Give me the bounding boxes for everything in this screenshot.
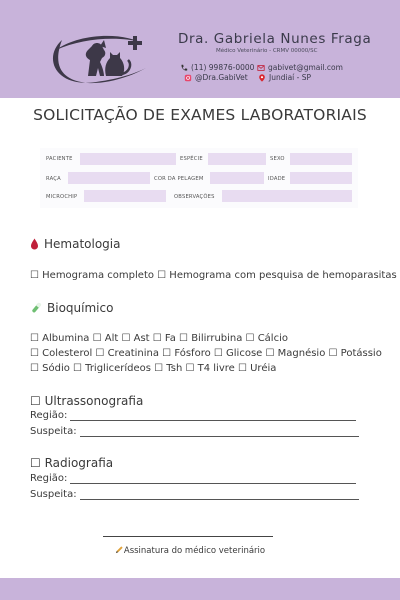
vet-logo	[48, 28, 158, 90]
phone-contact	[180, 63, 254, 72]
pen-icon	[115, 545, 124, 554]
email-text: gabivet@gmail.com	[268, 63, 343, 72]
doctor-registration: Médico Veterinário - CRMV 00000/SC	[216, 48, 318, 54]
hematologia-options[interactable]: ☐ Hemograma completo ☐ Hemograma com pesquisa de hemoparasitas	[30, 270, 397, 281]
instagram-text: @Dra.GabiVet	[195, 73, 248, 82]
label-especie: ESPÉCIE	[180, 156, 203, 162]
instagram-contact	[184, 73, 248, 82]
label-observacoes: OBSERVAÇÕES	[174, 194, 215, 200]
location-text: Jundiaí - SP	[269, 73, 312, 82]
label-idade: IDADE	[268, 176, 286, 182]
field-cor[interactable]	[210, 172, 264, 184]
location-pin-icon	[258, 74, 266, 82]
label-raca: RAÇA	[46, 176, 61, 182]
radiografia-regiao-label: Região:	[30, 473, 68, 484]
phone-text: (11) 99876-0000	[191, 63, 255, 72]
hematologia-title: Hematologia	[44, 237, 121, 251]
field-raca[interactable]	[68, 172, 150, 184]
label-cor: COR DA PELAGEM	[154, 176, 204, 182]
radiografia-title[interactable]: ☐ Radiografia	[30, 456, 114, 470]
bioquimico-options-3[interactable]: ☐ Sódio ☐ Triglicerídeos ☐ Tsh ☐ T4 livre ☐ Uréia	[30, 363, 277, 374]
phone-icon	[180, 64, 188, 72]
ultrassonografia-suspeita-field[interactable]	[80, 427, 359, 437]
ultrassonografia-suspeita-row	[30, 426, 359, 437]
label-microchip: MICROCHIP	[46, 194, 78, 200]
radiografia-regiao-field[interactable]	[70, 474, 356, 484]
label-paciente: PACIENTE	[46, 156, 73, 162]
page-title: SOLICITAÇÃO DE EXAMES LABORATORIAIS	[33, 106, 367, 124]
radiografia-suspeita-field[interactable]	[80, 490, 359, 500]
field-sexo[interactable]	[290, 153, 352, 165]
field-especie[interactable]	[208, 153, 266, 165]
footer-band	[0, 578, 400, 600]
field-observacoes[interactable]	[222, 190, 352, 202]
patient-form	[40, 148, 358, 208]
label-sexo: SEXO	[270, 156, 285, 162]
section-hematologia	[30, 237, 120, 251]
radiografia-suspeita-label: Suspeita:	[30, 489, 77, 500]
ultrassonografia-suspeita-label: Suspeita:	[30, 426, 77, 437]
signature-line[interactable]	[103, 536, 273, 537]
email-contact	[257, 63, 343, 72]
bioquimico-title: Bioquímico	[47, 301, 114, 315]
signature-caption	[0, 545, 380, 556]
location-contact	[258, 73, 311, 82]
signature-text: Assinatura do médico veterinário	[123, 546, 266, 556]
test-tube-icon	[30, 302, 42, 314]
instagram-icon	[184, 74, 192, 82]
bioquimico-options-2[interactable]: ☐ Colesterol ☐ Creatinina ☐ Fósforo ☐ Glicose ☐ Magnésio ☐ Potássio	[30, 348, 382, 359]
field-paciente[interactable]	[80, 153, 176, 165]
ultrassonografia-regiao-label: Região:	[30, 410, 68, 421]
field-microchip[interactable]	[84, 190, 166, 202]
field-idade[interactable]	[290, 172, 352, 184]
blood-drop-icon	[30, 238, 39, 250]
radiografia-suspeita-row	[30, 489, 359, 500]
mail-icon	[257, 64, 265, 72]
ultrassonografia-regiao-field[interactable]	[70, 411, 356, 421]
section-bioquimico	[30, 301, 113, 315]
ultrassonografia-title[interactable]: ☐ Ultrassonografia	[30, 394, 144, 408]
ultrassonografia-regiao-row	[30, 410, 356, 421]
radiografia-regiao-row	[30, 473, 356, 484]
bioquimico-options-1[interactable]: ☐ Albumina ☐ Alt ☐ Ast ☐ Fa ☐ Bilirrubina ☐ Cálcio	[30, 333, 288, 344]
doctor-name: Dra. Gabriela Nunes Fraga	[178, 31, 372, 47]
